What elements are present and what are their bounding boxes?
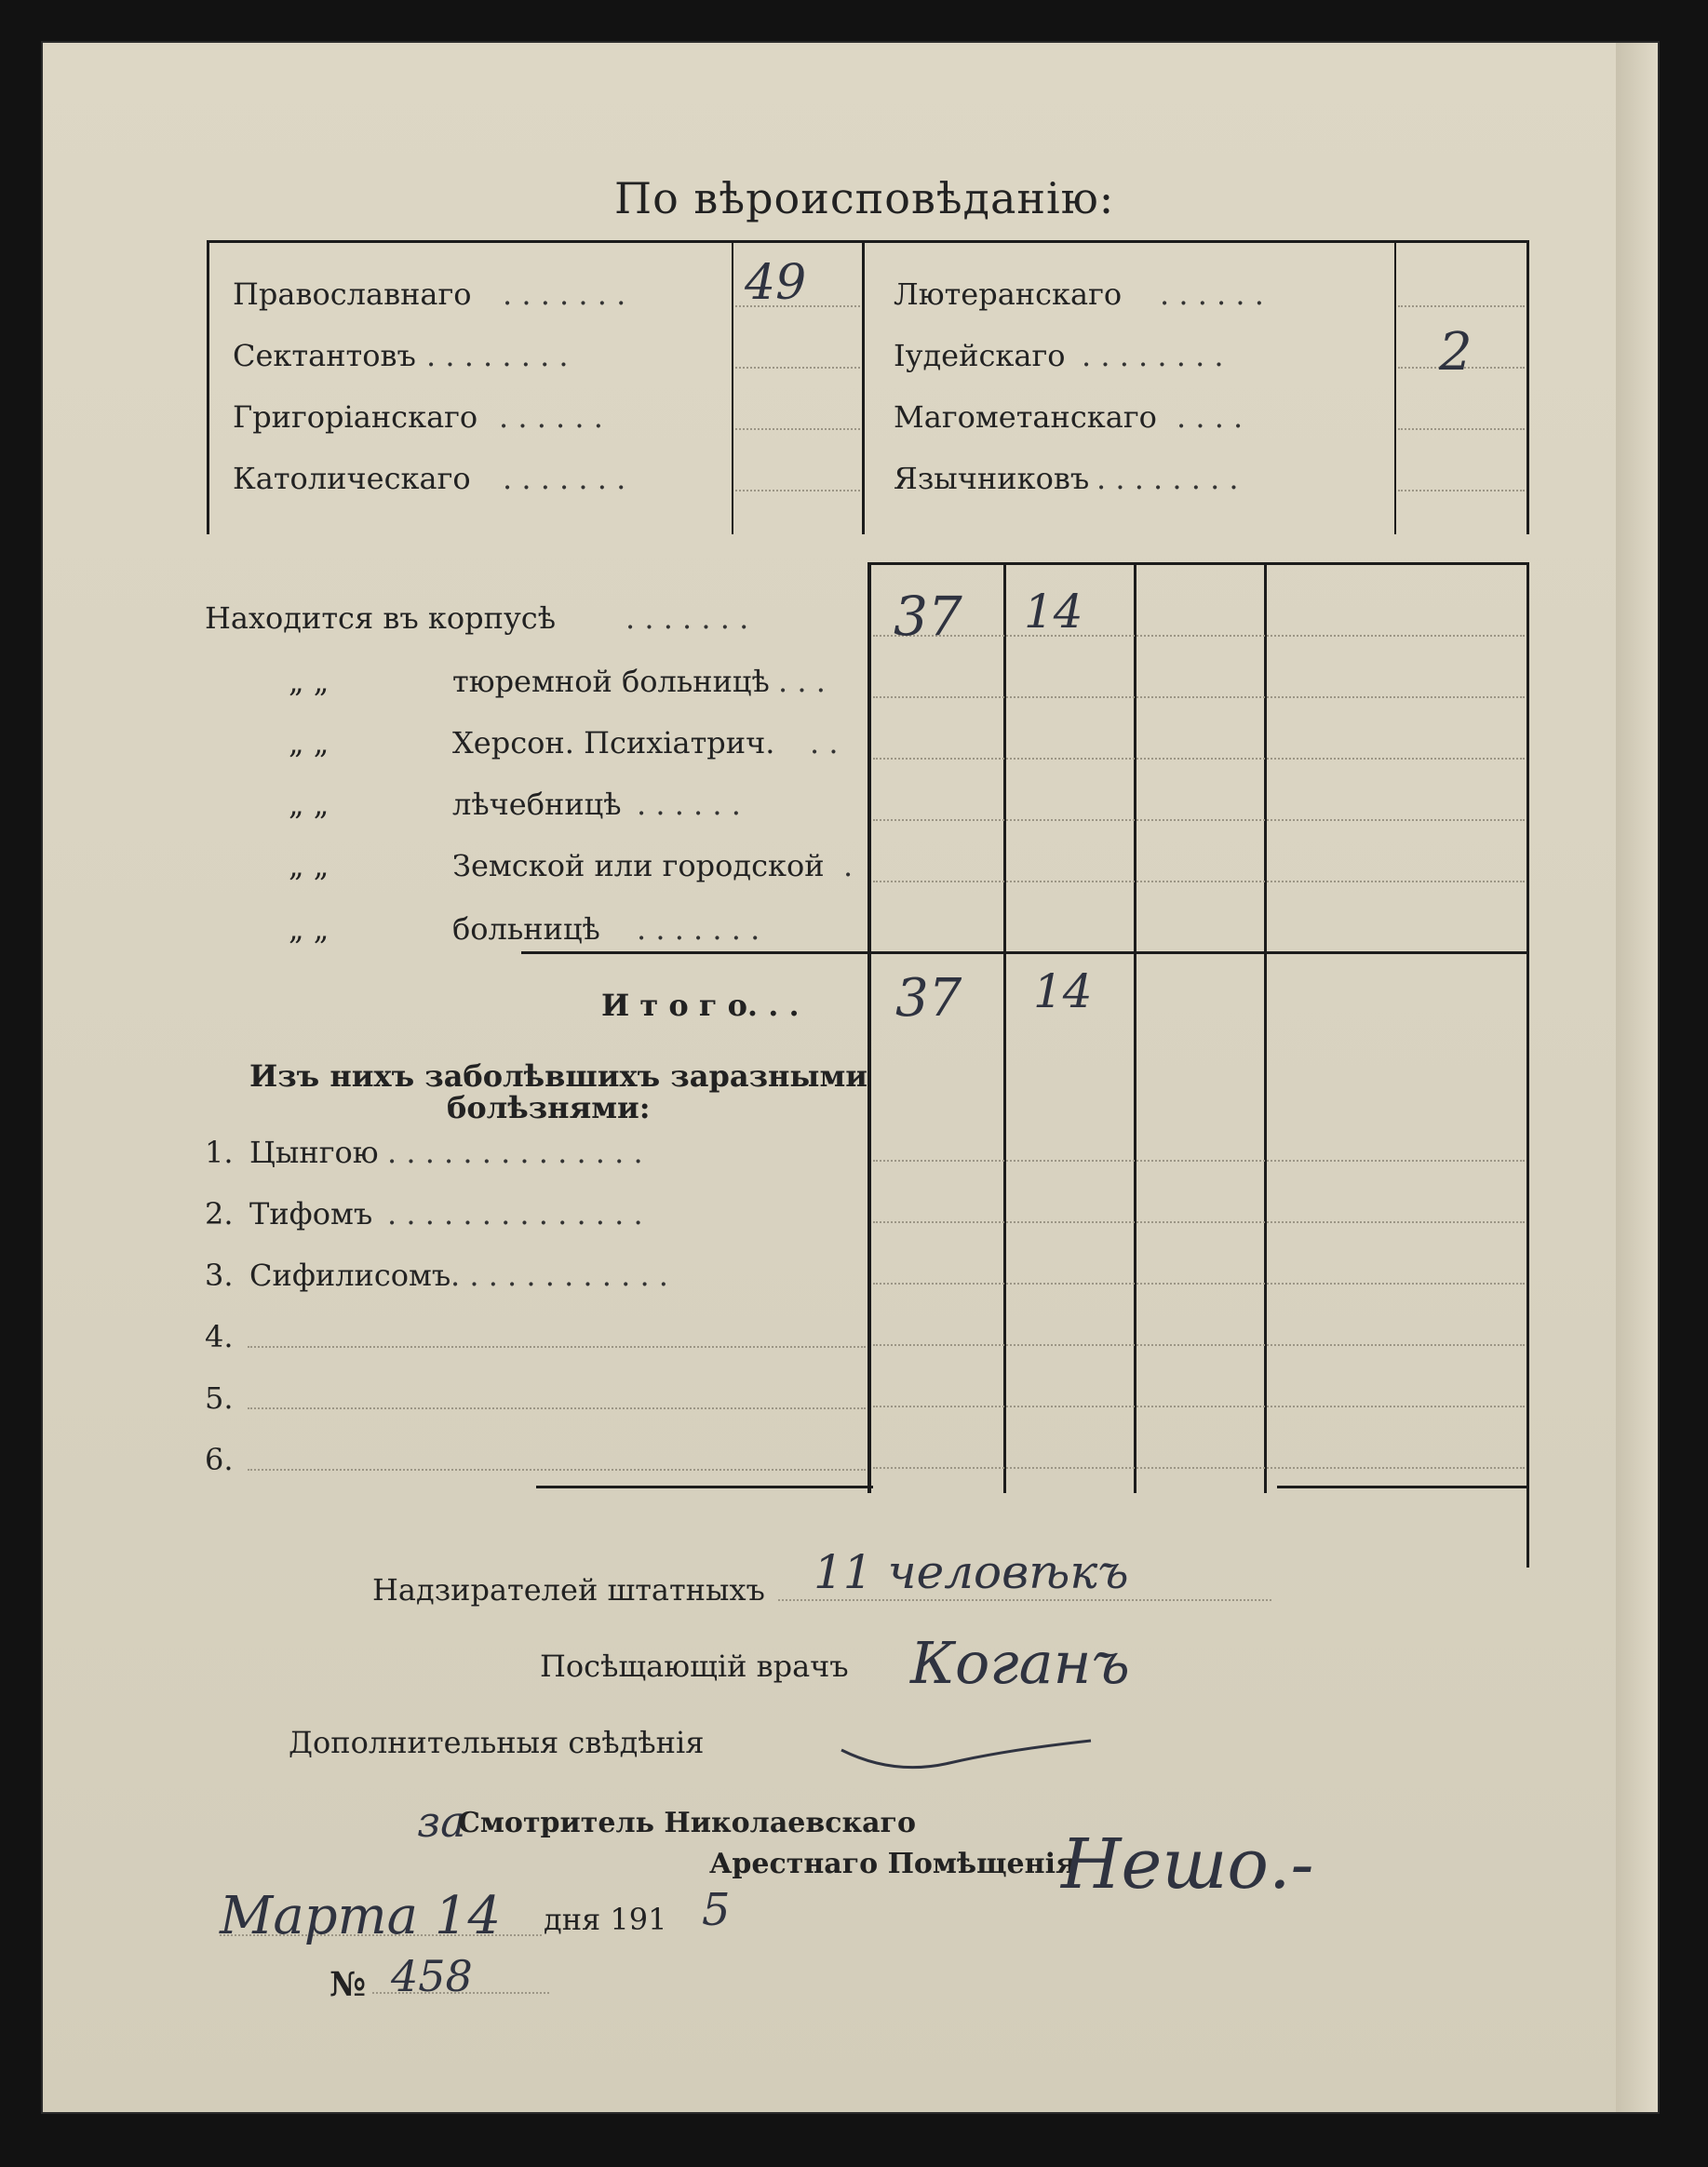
page-heading: По вѣроисповѣданію: — [614, 173, 1115, 223]
warden-title-line2: Арестнаго Помѣщенія — [709, 1848, 1077, 1880]
doctor-label: Посѣщающій врачъ — [540, 1649, 849, 1684]
religion-left-cell-line — [735, 367, 860, 369]
location-row-leader: . — [843, 848, 854, 883]
disease-row-line — [873, 1467, 1525, 1469]
disease-row-number: 6. — [205, 1442, 234, 1477]
disease-row-number: 1. — [205, 1135, 234, 1170]
religion-table-mid-rule — [862, 240, 865, 534]
disease-row-leader: . . . . . . . . . . . . . . — [387, 1196, 643, 1232]
religion-right-cell-line — [1398, 428, 1525, 430]
religion-row-leader: . . . . . . . . — [1082, 338, 1224, 373]
location-col-rule — [1264, 562, 1267, 1493]
location-row-line — [873, 696, 1525, 698]
total-label: И т о г о. . . — [601, 988, 800, 1023]
disease-row-number: 2. — [205, 1196, 234, 1232]
location-col-rule — [1526, 562, 1529, 1568]
disease-row-line — [873, 1344, 1525, 1346]
religion-left-cell-line — [735, 490, 860, 491]
religion-row-label: Лютеранскаго — [894, 276, 1123, 312]
religion-row-label: Магометанскаго — [894, 399, 1157, 435]
signer-prefix: за — [417, 1797, 466, 1847]
religion-row-leader: . . . . . . . — [503, 276, 626, 312]
religion-row-label: Католическаго — [233, 461, 471, 496]
location-row-leader: . . — [810, 725, 839, 760]
doctor-handwritten-value: Коганъ — [910, 1629, 1130, 1697]
bottom-rule-right — [1277, 1486, 1528, 1488]
religion-table-left-rule — [207, 240, 209, 534]
location-row-line — [873, 819, 1525, 821]
extra-info-label: Дополнительныя свѣдѣнія — [289, 1725, 705, 1760]
location-row-label: лѣчебницѣ — [452, 787, 622, 822]
wardens-label: Надзирателей штатныхъ — [372, 1572, 765, 1608]
location-row-prefix: „ „ — [289, 664, 329, 699]
religion-row-leader: . . . . . . — [499, 399, 603, 435]
disease-row-number: 3. — [205, 1258, 234, 1293]
disease-row-leader: . . . . . . . . . . . . . . — [387, 1135, 643, 1170]
location-row-label: Земской или городской — [452, 848, 825, 883]
diseases-heading-line1: Изъ нихъ заболѣвшихъ заразными — [249, 1058, 868, 1094]
location-row-line — [873, 881, 1525, 882]
location-col-rule — [867, 562, 871, 1493]
location-handwritten-value: 37 — [894, 585, 962, 648]
religion-row-label: Григоріанскаго — [233, 399, 478, 435]
religion-row-leader: . . . . . . . — [503, 461, 626, 496]
disease-row-line — [873, 1406, 1525, 1407]
religion-right-value-rule — [1394, 240, 1396, 534]
religion-table-top-rule — [207, 240, 1528, 243]
disease-blank-line — [248, 1469, 866, 1471]
disease-row-label: Сифилисомъ — [249, 1258, 451, 1293]
religion-handwritten-value: 2 — [1439, 322, 1473, 383]
religion-left-cell-line — [735, 428, 860, 430]
disease-row-label: Тифомъ — [249, 1196, 373, 1232]
diseases-heading-line2: болѣзнями: — [447, 1090, 651, 1125]
religion-row-label: Православнаго — [233, 276, 472, 312]
page-fold-edge — [1616, 43, 1658, 2112]
religion-handwritten-value: 49 — [745, 255, 807, 311]
warden-signature: Нешо.- — [1061, 1824, 1314, 1905]
location-row-line — [873, 758, 1525, 760]
religion-table-right-rule — [1526, 240, 1529, 534]
location-row-leader: . . . — [778, 664, 826, 699]
location-row-prefix: Находится въ корпусѣ — [205, 600, 556, 636]
location-row-leader: . . . . . . . — [625, 600, 749, 636]
religion-left-value-rule — [732, 240, 733, 534]
religion-right-cell-line — [1398, 305, 1525, 307]
location-row-label: больницѣ — [452, 911, 600, 947]
date-label: дня 191 — [544, 1902, 667, 1937]
disease-blank-line — [248, 1346, 866, 1348]
bottom-rule-left — [536, 1486, 873, 1488]
location-row-prefix: „ „ — [289, 787, 329, 822]
total-handwritten-value: 37 — [895, 968, 962, 1029]
religion-row-label: Іудейскаго — [894, 338, 1066, 373]
total-handwritten-value: 14 — [1033, 964, 1093, 1018]
disease-blank-line — [248, 1407, 866, 1409]
location-row-leader: . . . . . . . — [637, 911, 760, 947]
subtotal-rule — [521, 951, 1526, 954]
religion-row-label: Сектантовъ — [233, 338, 416, 373]
disease-row-line — [873, 1283, 1525, 1285]
number-label: № — [329, 1965, 367, 2004]
religion-row-label: Язычниковъ — [894, 461, 1090, 496]
disease-row-leader: . . . . . . . . . . . . — [451, 1258, 668, 1293]
location-row-prefix: „ „ — [289, 911, 329, 947]
disease-row-line — [873, 1160, 1525, 1162]
location-row-leader: . . . . . . — [637, 787, 741, 822]
location-col-rule — [1134, 562, 1136, 1493]
warden-title-line1: Смотритель Николаевскаго — [458, 1807, 916, 1839]
wardens-fill-line — [778, 1599, 1271, 1601]
wardens-handwritten-value: 11 человѣкъ — [814, 1545, 1129, 1599]
religion-row-leader: . . . . . . . . — [426, 338, 569, 373]
extra-info-dash-stroke — [838, 1731, 1098, 1778]
religion-row-leader: . . . . . . . . — [1096, 461, 1239, 496]
location-col-rule — [1003, 562, 1006, 1493]
disease-row-number: 5. — [205, 1380, 234, 1416]
location-row-prefix: „ „ — [289, 725, 329, 760]
religion-row-leader: . . . . . . — [1160, 276, 1264, 312]
location-table-top-rule — [867, 562, 1528, 565]
disease-row-number: 4. — [205, 1319, 234, 1354]
location-row-prefix: „ „ — [289, 848, 329, 883]
location-row-label: тюремной больницѣ — [452, 664, 770, 699]
year-handwritten-digit: 5 — [702, 1884, 731, 1936]
location-row-label: Херсон. Псиxіатрич. — [452, 725, 775, 760]
religion-row-leader: . . . . — [1177, 399, 1244, 435]
date-handwritten-value: Марта 14 — [220, 1886, 502, 1946]
location-handwritten-value: 14 — [1024, 585, 1083, 639]
disease-row-label: Цынгою — [249, 1135, 379, 1170]
disease-row-line — [873, 1221, 1525, 1223]
number-handwritten-value: 458 — [391, 1951, 473, 2001]
religion-right-cell-line — [1398, 490, 1525, 491]
location-row-line — [873, 635, 1525, 637]
